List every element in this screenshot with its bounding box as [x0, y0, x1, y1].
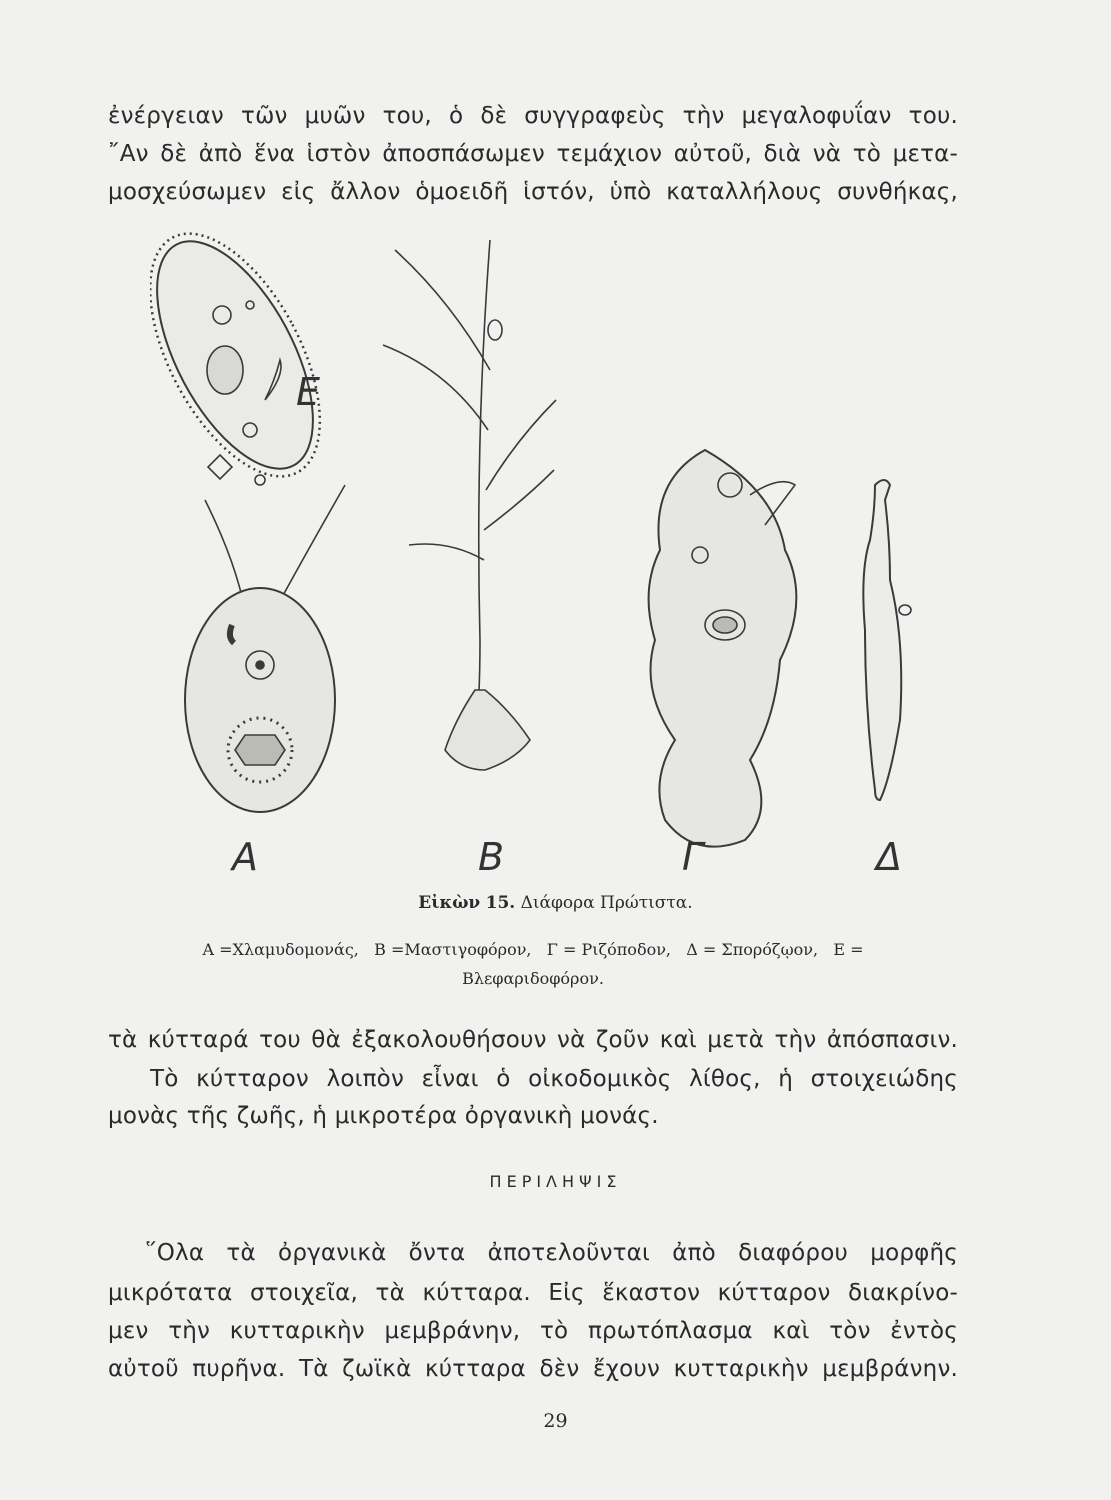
- body-text-line: μονὰς τῆς ζωῆς, ἡ μικροτέρα ὀργανικὴ μονάς.: [108, 1103, 659, 1129]
- flagellate-drawing: [383, 240, 556, 770]
- body-text-line: τὰ κύτταρά του θὰ ἐξακολουθήσουν νὰ ζοῦν καὶ μετὰ τὴν ἀπόσπασιν.: [108, 1027, 958, 1053]
- body-text-line: ῎Αν δὲ ἀπὸ ἕνα ἱστὸν ἀποσπάσωμεν τεμάχιον αὐτοῦ, διὰ νὰ τὸ μετα-: [108, 141, 958, 167]
- body-text-line: ἐνέργειαν τῶν μυῶν του, ὁ δὲ συγγραφεὺς τὴν μεγαλοφυΐαν του.: [108, 103, 958, 129]
- figure-label-e: Ε: [296, 370, 321, 414]
- sporozoan-drawing: [863, 480, 911, 800]
- summary-text-line: αὐτοῦ πυρῆνα. Τὰ ζωϊκὰ κύτταρα δὲν ἔχουν κυτταρικὴν μεμβράνην.: [108, 1356, 958, 1382]
- chlamydomonas-drawing: [185, 485, 345, 812]
- figure-label-d: Δ: [876, 835, 902, 879]
- figure-label-c: Γ: [682, 835, 704, 879]
- summary-text-line: μεν τὴν κυτταρικὴν μεμβράνην, τὸ πρωτόπλασμα καὶ τὸν ἐντὸς: [108, 1318, 958, 1344]
- protista-figure: [150, 230, 950, 870]
- legend-line: Α =Χλαμυδομονάς, Β =Μαστιγοφόρον, Γ = Ριζόποδον, Δ = Σπορόζῳον, Ε =: [202, 940, 864, 959]
- ciliate-drawing: [150, 230, 355, 503]
- section-heading: ΠΕΡΙΛΗΨΙΣ: [489, 1172, 622, 1191]
- figure-label-a: Α: [232, 835, 258, 879]
- amoeba-drawing: [649, 450, 797, 847]
- caption-prefix: Εἰκὼν: [418, 893, 481, 913]
- figure-caption: [0, 893, 1111, 913]
- body-text-line: Τὸ κύτταρον λοιπὸν εἶναι ὁ οἰκοδομικὸς λίθος, ἡ στοιχειώδης: [150, 1066, 958, 1092]
- figure-label-b: Β: [478, 835, 505, 879]
- protista-drawings: [150, 230, 950, 870]
- body-text-line: μοσχεύσωμεν εἰς ἄλλον ὁμοειδῆ ἱστόν, ὑπὸ καταλλήλους συνθήκας,: [108, 179, 958, 205]
- caption-title: Διάφορα Πρώτιστα.: [520, 893, 693, 913]
- figure-legend: [108, 935, 958, 993]
- caption-number: 15.: [485, 893, 516, 913]
- legend-line: Βλεφαριδοφόρον.: [462, 969, 604, 988]
- page-number: 29: [543, 1410, 568, 1432]
- summary-text-line: ῞Ολα τὰ ὀργανικὰ ὄντα ἀποτελοῦνται ἀπὸ διαφόρου μορφῆς: [145, 1240, 958, 1266]
- summary-text-line: μικρότατα στοιχεῖα, τὰ κύτταρα. Εἰς ἕκαστον κύτταρον διακρίνο-: [108, 1280, 958, 1306]
